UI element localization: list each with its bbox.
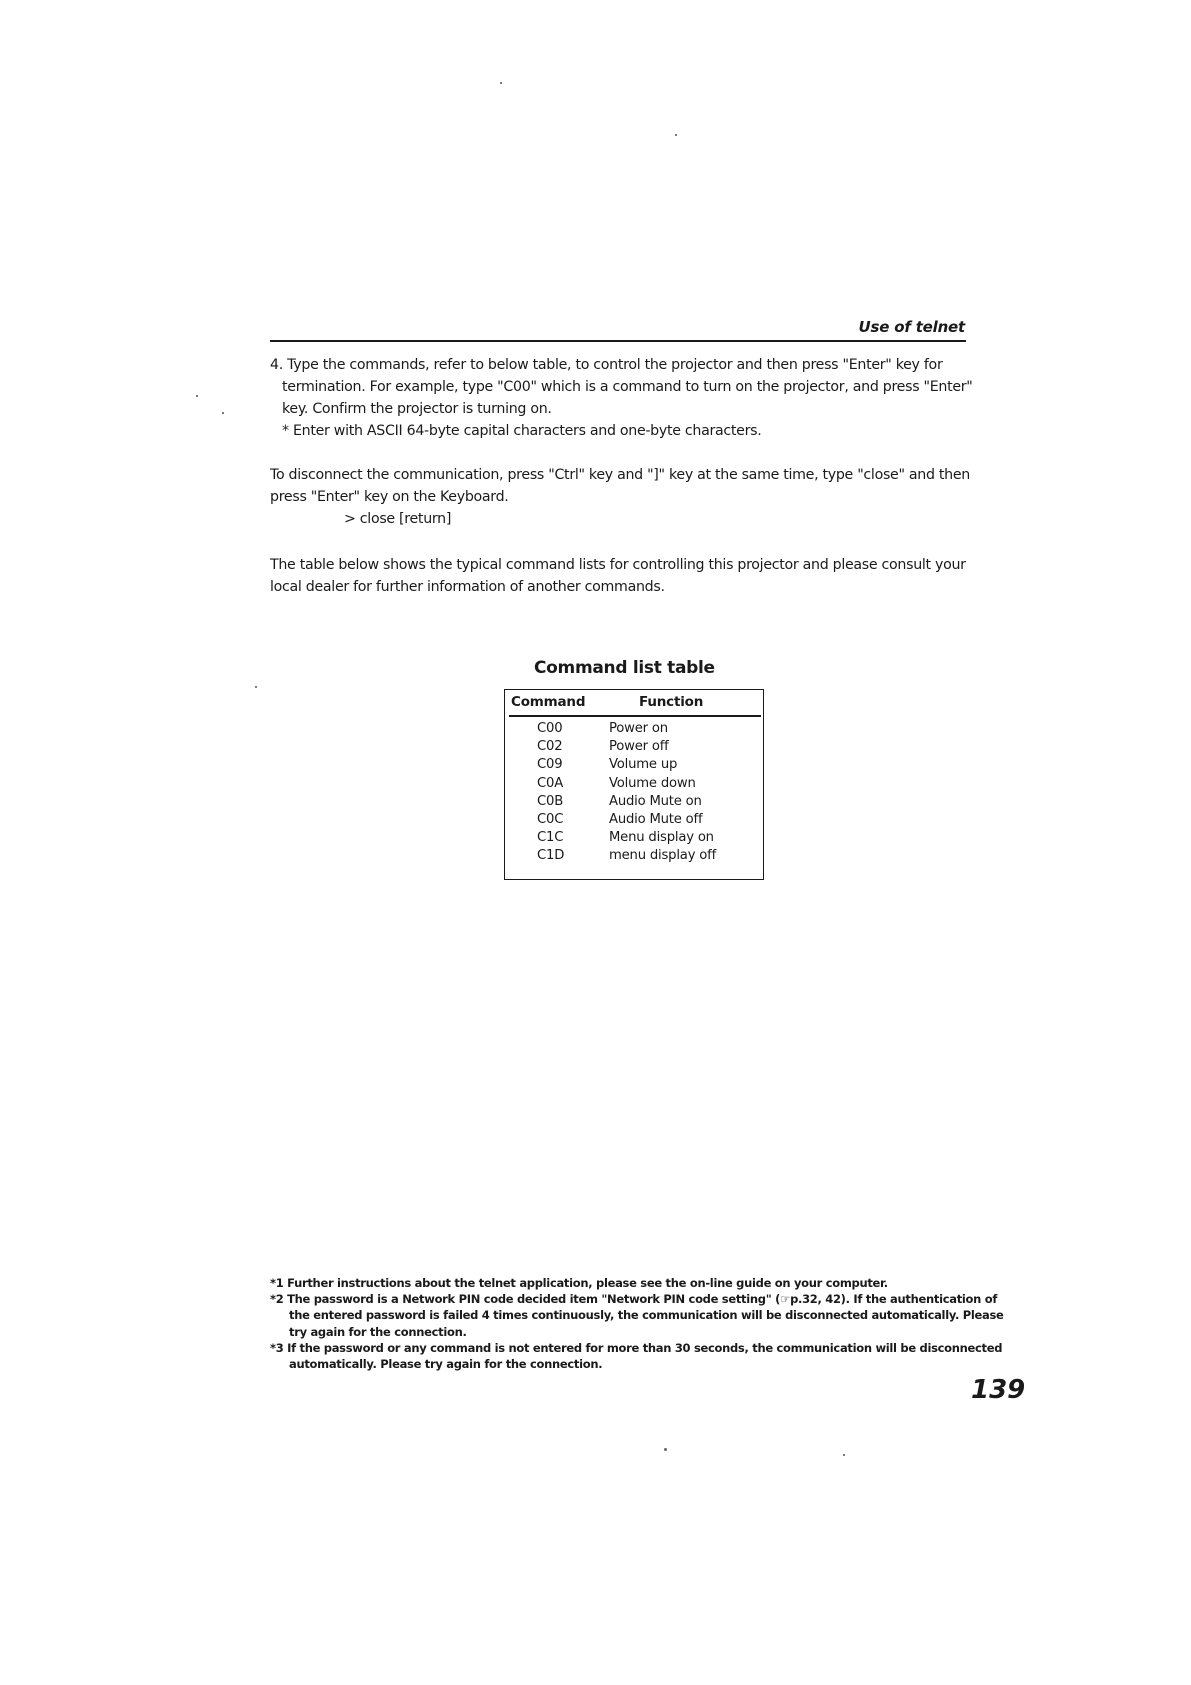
step-4-line: key. Confirm the projector is turning on. <box>282 401 552 417</box>
footnote-2-continued: the entered password is failed 4 times continuously, the communication will be disconnected automatically. Please <box>289 1308 1004 1323</box>
command-function: Power on <box>609 721 668 736</box>
footnote-1: *1 Further instructions about the telnet application, please see the on-line guide on your computer. <box>270 1276 888 1290</box>
table-intro-line: The table below shows the typical command lists for controlling this projector and please consult your <box>270 557 966 573</box>
disconnect-line: To disconnect the communication, press "Ctrl" key and "]" key at the same time, type "close" and then <box>270 467 970 483</box>
scan-speck <box>255 686 257 688</box>
command-table-body <box>505 720 763 866</box>
scan-speck <box>500 82 502 84</box>
command-table-title: Command list table <box>534 658 715 678</box>
table-row <box>505 829 763 847</box>
table-header-rule <box>509 715 761 717</box>
scan-speck <box>196 395 198 397</box>
table-row <box>505 738 763 756</box>
function-column-header: Function <box>639 694 704 710</box>
command-function: Volume down <box>609 775 696 791</box>
close-command: > close [return] <box>344 511 452 527</box>
command-function: Audio Mute on <box>609 793 702 809</box>
disconnect-paragraph <box>270 464 970 530</box>
step-4-paragraph <box>270 354 973 442</box>
command-function: Audio Mute off <box>609 811 703 827</box>
command-function: Menu display on <box>609 830 714 846</box>
scan-speck <box>675 134 677 136</box>
table-row <box>505 811 763 829</box>
command-code: C0B <box>537 793 564 809</box>
footnotes <box>270 1275 1004 1372</box>
section-header: Use of telnet <box>858 318 965 336</box>
command-code: C0C <box>537 811 564 827</box>
table-row <box>505 720 763 738</box>
command-column-header: Command <box>511 694 586 710</box>
table-row <box>505 847 763 865</box>
command-code: C0A <box>537 775 564 791</box>
command-function: Power off <box>609 739 669 755</box>
scan-speck <box>664 1448 667 1451</box>
footnote-2: *2 The password is a Network PIN code decided item "Network PIN code setting" (☞p.32, 42). If the authentication of <box>270 1292 998 1307</box>
scan-speck <box>843 1454 845 1456</box>
command-table <box>504 689 764 880</box>
table-row <box>505 775 763 793</box>
disconnect-line: press "Enter" key on the Keyboard. <box>270 489 509 505</box>
footnote-3: *3 If the password or any command is not entered for more than 30 seconds, the communication will be disconnected <box>270 1340 1003 1355</box>
command-function: menu display off <box>609 848 717 864</box>
command-function: Volume up <box>609 757 678 773</box>
table-row <box>505 756 763 774</box>
table-intro-line: local dealer for further information of another commands. <box>270 579 665 595</box>
step-4-line: termination. For example, type "C00" which is a command to turn on the projector, and press "Enter" <box>282 379 973 395</box>
page-number: 139 <box>971 1375 1026 1405</box>
scan-speck <box>222 412 224 414</box>
command-code: C09 <box>537 757 563 773</box>
step-4-line: 4. Type the commands, refer to below table, to control the projector and then press "Enter" key for <box>270 357 943 373</box>
footnote-3-continued: automatically. Please try again for the connection. <box>289 1357 603 1372</box>
footnote-2-continued: try again for the connection. <box>289 1324 467 1339</box>
command-code: C02 <box>537 739 563 755</box>
header-rule <box>270 340 966 342</box>
table-intro-paragraph <box>270 554 970 598</box>
command-code: C00 <box>537 721 563 736</box>
step-4-note: * Enter with ASCII 64-byte capital characters and one-byte characters. <box>282 423 762 439</box>
table-row <box>505 793 763 811</box>
command-code: C1D <box>537 848 565 864</box>
command-code: C1C <box>537 830 564 846</box>
